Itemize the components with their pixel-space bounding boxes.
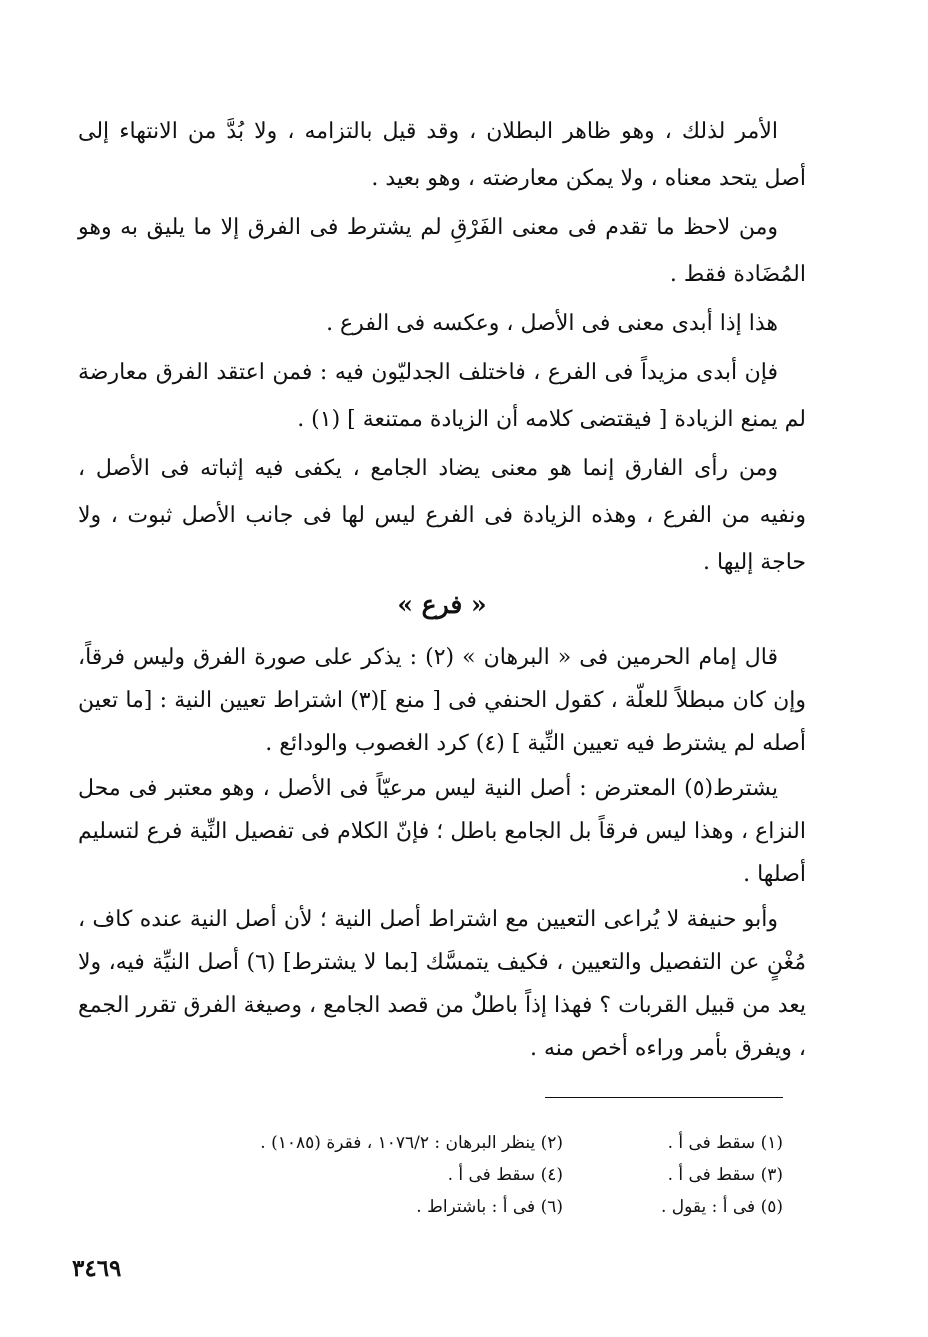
footnote-divider [545,1097,783,1098]
footnote-2: (٢) ينظر البرهان : ١٠٧٦/٢ ، فقرة (١٠٨٥) . [260,1133,563,1153]
main-text-lower [78,636,806,1070]
paragraph-4: فإن أبدى مزيداً فى الفرع ، فاختلف الجدليّون فيه : فمن اعتقد الفرق معارضة لم يمنع الزيادة [ فيقتضى كلامه أن الزيادة ممتنعة ] (١) . [78,360,806,432]
paragraph-6: قال إمام الحرمين فى « البرهان » (٢) : يذكر على صورة الفرق وليس فرقاً، وإن كان مبطلاً للعلّة ، كقول الحنفي فى [ منع ](٣) اشتراط تعيين النية : [ما تعين أصله لم يشترط فيه تعيين النِّية ] (٤) كرد الغصوب والودائع . [78,645,806,756]
paragraph-2: ومن لاحظ ما تقدم فى معنى الفَرْقِ لم يشترط فى الفرق إلا ما يليق به وهو المُضَادة فقط . [78,215,806,287]
footnote-6: (٦) فى أ : باشتراط . [416,1197,563,1217]
page-number: ٣٤٦٩ [72,1255,122,1282]
paragraph-5: ومن رأى الفارق إنما هو معنى يضاد الجامع ، يكفى فيه إثباته فى الأصل ، ونفيه من الفرع ، وهذه الزيادة فى الفرع ليس لها فى جانب الأصل ثبوت ، ولا حاجة إليها . [78,456,806,575]
section-heading: « فرع » [397,590,487,619]
paragraph-8: وأبو حنيفة لا يُراعى التعيين مع اشتراط أصل النية ؛ لأن أصل النية عنده كاف ، مُغْنٍ عن التفصيل والتعيين ، فكيف يتمسَّك [بما لا يشترط] (٦) أصل النيِّة فيه، ولا يعد من قبيل القربات ؟ فهذا إذاً باطلٌ من قصد الجامع ، وصيغة الفرق تقرر الجمع ، ويفرق بأمر وراءه أخص منه . [78,907,806,1061]
main-text-upper [78,108,806,586]
footnote-4: (٤) سقط فى أ . [447,1165,563,1185]
footnotes [78,1130,783,1220]
footnote-5: (٥) فى أ : يقول . [660,1197,783,1217]
paragraph-7: يشترط(٥) المعترض : أصل النية ليس مرعيّاً فى الأصل ، وهو معتبر فى محل النزاع ، وهذا ليس فرقاً بل الجامع باطل ؛ فإنّ الكلام فى تفصيل النِّية فرع لتسليم أصلها . [78,776,806,887]
paragraph-1: الأمر لذلك ، وهو ظاهر البطلان ، وقد قيل بالتزامه ، ولا بُدَّ من الانتهاء إلى أصل يتحد معناه ، ولا يمكن معارضته ، وهو بعيد . [78,119,806,191]
footnote-3: (٣) سقط فى أ . [667,1165,783,1185]
footnote-1: (١) سقط فى أ . [667,1133,783,1153]
paragraph-3: هذا إذا أبدى معنى فى الأصل ، وعكسه فى الفرع . [326,311,778,336]
